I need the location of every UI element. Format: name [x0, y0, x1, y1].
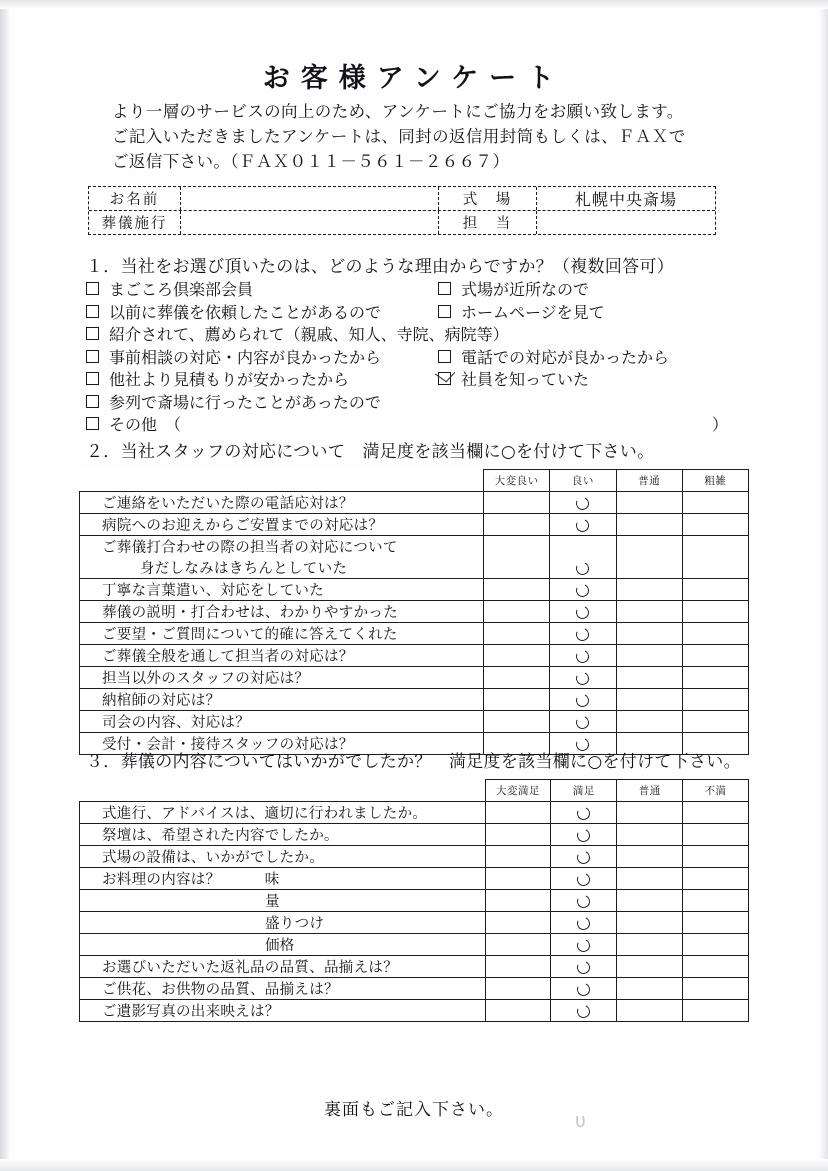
circle-mark-icon [575, 692, 592, 709]
q1-option-right-3[interactable] [438, 345, 669, 368]
q3-cell-dissatisfied[interactable] [683, 824, 749, 846]
q3-cell-dissatisfied[interactable] [683, 978, 749, 1000]
q1-option-row-6 [86, 390, 736, 413]
q2-cell-normal[interactable] [616, 557, 682, 579]
table-row [80, 667, 749, 689]
table-row [80, 579, 749, 601]
q1-option-label: まごころ倶楽部会員 [109, 280, 254, 299]
q2-cell-normal[interactable] [616, 579, 682, 601]
table-row [80, 846, 749, 868]
q1-option-row-5 [86, 367, 736, 390]
q3-cell-normal[interactable] [617, 890, 683, 912]
q1-option-row-3 [86, 322, 736, 345]
circle-mark-icon [575, 648, 592, 665]
q3-heading: ３．葬儀の内容についてはいかがでしたか？ 満足度を該当欄に○を付けて下さい。 [86, 752, 741, 772]
circle-mark-icon [575, 517, 592, 534]
circle-mark-icon [575, 495, 592, 512]
q2-cell-normal[interactable] [616, 667, 682, 689]
intro-text [112, 99, 752, 174]
intro-line-3: ご返信下さい。（ＦＡＸ０１１－５６１－２６６７） [112, 152, 510, 171]
circle-mark-icon [576, 1003, 593, 1020]
q1-option-right-4[interactable] [438, 367, 589, 390]
q2-cell-normal[interactable] [616, 689, 682, 711]
q1-heading: １．当社をお選び頂いたのは、どのような理由からですか？（複数回答可） [86, 257, 675, 277]
q2-cell-very-good[interactable] [484, 579, 550, 601]
q2-col-header-2: 良い [550, 470, 616, 492]
q3-cell-satisfied[interactable] [551, 1000, 617, 1022]
q2-cell-very-good[interactable] [484, 536, 550, 558]
q3-cell-satisfied[interactable] [551, 978, 617, 1000]
q1-other-close-paren: ） [712, 415, 729, 434]
q2-cell-normal[interactable] [616, 711, 682, 733]
q1-option-right-1[interactable] [438, 277, 589, 300]
intro-line-2: ご記入いただきましたアンケートは、同封の返信用封筒もしくは、ＦＡＸで [112, 127, 686, 146]
q3-cell-satisfied[interactable] [551, 802, 617, 824]
table-row [80, 514, 749, 536]
checkbox-icon[interactable] [438, 305, 451, 318]
q2-cell-poor[interactable] [682, 667, 748, 689]
q3-cell-satisfied[interactable] [551, 890, 617, 912]
q2-row-label: ご要望・ご質問について的確に答えてくれた [80, 623, 484, 645]
checkbox-icon[interactable] [86, 395, 99, 408]
q2-cell-good[interactable] [550, 514, 616, 536]
q3-cell-dissatisfied[interactable] [683, 934, 749, 956]
q2-cell-poor[interactable] [682, 514, 748, 536]
q1-option-label: ホームページを見て [461, 302, 605, 322]
q3-cell-satisfied[interactable] [551, 868, 617, 890]
circle-mark-icon [576, 871, 593, 888]
q3-cell-satisfied[interactable] [551, 934, 617, 956]
q2-cell-normal[interactable] [616, 601, 682, 623]
q2-row-label: ご連絡をいただいた際の電話応対は？ [80, 492, 484, 514]
q2-cell-good[interactable] [550, 645, 616, 667]
q2-cell-good[interactable] [550, 623, 616, 645]
q3-cell-normal[interactable] [617, 1000, 683, 1022]
q3-cell-very-satisfied[interactable] [485, 890, 551, 912]
scan-smudge: ʋ [575, 1110, 586, 1132]
q3-cell-dissatisfied[interactable] [683, 912, 749, 934]
table-header-row [80, 780, 749, 802]
q1-option-other[interactable] [86, 412, 736, 436]
q1-option-row-2 [86, 300, 736, 323]
info-row-name [89, 187, 715, 211]
footer-note: 裏面もご記入下さい。 [324, 1100, 504, 1120]
q1-options [86, 277, 736, 436]
circle-mark-icon [576, 893, 593, 910]
q2-rating-table [79, 469, 749, 755]
q3-row-label: ご遺影写真の出来映えは？ [80, 1000, 486, 1022]
table-row [80, 689, 749, 711]
q3-cell-dissatisfied[interactable] [683, 890, 749, 912]
q3-cell-normal[interactable] [617, 846, 683, 868]
intro-line-1: より一層のサービスの向上のため、アンケートにご協力をお願い致します。 [112, 102, 684, 121]
checkbox-checked-icon[interactable] [438, 372, 451, 385]
q2-cell-very-good[interactable] [484, 492, 550, 514]
q3-row-label: 祭壇は、希望された内容でしたか。 [80, 824, 486, 846]
q3-cell-normal[interactable] [617, 956, 683, 978]
checkbox-icon[interactable] [86, 372, 99, 385]
q3-col-header-4: 不満 [683, 780, 749, 802]
q2-col-header-4: 粗雑 [682, 470, 748, 492]
q2-cell-very-good[interactable] [484, 623, 550, 645]
q3-col-header-3: 普通 [617, 780, 683, 802]
staff-value[interactable] [537, 211, 715, 235]
q3-row-label: 価格 [80, 934, 486, 956]
checkbox-icon[interactable] [438, 282, 451, 295]
staff-label: 担 当 [439, 211, 537, 235]
q1-option-label: 紹介されて、薦められて（親戚、知人、寺院、病院等） [109, 325, 509, 344]
page-edge-right [819, 0, 828, 1171]
table-row [80, 890, 749, 912]
q1-option-label: 社員を知っていた [461, 370, 590, 389]
checkbox-icon[interactable] [86, 417, 99, 430]
q2-cell-good[interactable] [550, 536, 616, 558]
q1-option-left-5[interactable] [86, 367, 438, 390]
q1-other-label: その他 （ [109, 415, 182, 434]
q2-row-label: 受付・会計・接待スタッフの対応は？ [80, 733, 484, 755]
q3-cell-very-satisfied[interactable] [485, 846, 551, 868]
q1-option-row-4 [86, 345, 736, 368]
q3-cell-very-satisfied[interactable] [485, 978, 551, 1000]
q3-row-label: お選びいただいた返礼品の品質、品揃えは？ [80, 956, 486, 978]
table-row [80, 978, 749, 1000]
q3-row-label: 式進行、アドバイスは、適切に行われましたか。 [80, 802, 486, 824]
q2-row-label: 身だしなみはきちんとしていた [80, 557, 484, 579]
checkbox-icon[interactable] [86, 305, 99, 318]
q2-cell-very-good[interactable] [484, 514, 550, 536]
q2-cell-good[interactable] [550, 667, 616, 689]
q3-cell-satisfied[interactable] [551, 912, 617, 934]
q3-cell-very-satisfied[interactable] [485, 802, 551, 824]
table-row [80, 934, 749, 956]
q3-cell-very-satisfied[interactable] [485, 956, 551, 978]
q2-col-header-1: 大変良い [484, 470, 550, 492]
q2-cell-normal[interactable] [616, 623, 682, 645]
q3-col-header-0 [80, 780, 486, 802]
service-label: 葬儀施行 [89, 211, 181, 235]
checkbox-icon[interactable] [86, 327, 99, 340]
q2-cell-good[interactable] [550, 557, 616, 579]
table-row [80, 868, 749, 890]
q1-option-left-6[interactable] [86, 390, 438, 413]
page-title: お客様アンケート [262, 63, 566, 94]
q3-cell-normal[interactable] [617, 934, 683, 956]
table-row [80, 956, 749, 978]
q3-cell-very-satisfied[interactable] [485, 824, 551, 846]
q2-heading: ２．当社スタッフの対応について 満足度を該当欄に○を付けて下さい。 [86, 442, 655, 462]
q2-col-header-3: 普通 [616, 470, 682, 492]
q2-cell-very-good[interactable] [484, 667, 550, 689]
q1-option-left-4[interactable] [86, 345, 438, 368]
q3-col-header-1: 大変満足 [485, 780, 551, 802]
q2-row-label: 担当以外のスタッフの対応は？ [80, 667, 484, 689]
q1-option-label: 事前相談の対応・内容が良かったから [109, 347, 382, 367]
q2-cell-normal[interactable] [616, 645, 682, 667]
table-row [80, 802, 749, 824]
q2-cell-poor[interactable] [682, 645, 748, 667]
table-row [80, 824, 749, 846]
q2-cell-good[interactable] [550, 689, 616, 711]
q2-row-label: 病院へのお迎えからご安置までの対応は？ [80, 514, 484, 536]
circle-mark-icon [575, 670, 592, 687]
q2-cell-good[interactable] [550, 579, 616, 601]
q2-cell-poor[interactable] [682, 536, 748, 558]
table-header-row [80, 470, 749, 492]
q2-cell-poor[interactable] [682, 492, 748, 514]
q2-row-label: 葬儀の説明・打合わせは、わかりやすかった [80, 601, 484, 623]
q2-row-label: ご葬儀全般を通して担当者の対応は？ [80, 645, 484, 667]
q3-cell-very-satisfied[interactable] [485, 912, 551, 934]
q3-row-label: 量 [80, 890, 486, 912]
q3-cell-dissatisfied[interactable] [683, 868, 749, 890]
q1-option-row-1 [86, 277, 736, 300]
q3-cell-dissatisfied[interactable] [683, 956, 749, 978]
q3-cell-very-satisfied[interactable] [485, 934, 551, 956]
q2-col-header-0 [80, 470, 484, 492]
circle-mark-icon [575, 714, 592, 731]
q3-rating-table [79, 779, 749, 1022]
q2-cell-poor[interactable] [682, 557, 748, 579]
q2-cell-poor[interactable] [682, 623, 748, 645]
q2-cell-normal[interactable] [616, 492, 682, 514]
checkbox-icon[interactable] [438, 350, 451, 363]
q3-cell-normal[interactable] [617, 912, 683, 934]
circle-mark-icon [576, 827, 593, 844]
q2-cell-very-good[interactable] [484, 601, 550, 623]
q3-cell-dissatisfied[interactable] [683, 846, 749, 868]
q2-row-label: ご葬儀打合わせの際の担当者の対応について [80, 536, 484, 558]
q3-cell-satisfied[interactable] [551, 824, 617, 846]
q1-option-left-3[interactable] [86, 322, 509, 345]
checkbox-icon[interactable] [86, 350, 99, 363]
circle-mark-icon [576, 981, 593, 998]
q2-cell-good[interactable] [550, 601, 616, 623]
q3-row-label: ご供花、お供物の品質、品揃えは？ [80, 978, 486, 1000]
circle-mark-icon [576, 915, 593, 932]
q1-option-label: 以前に葬儀を依頼したことがあるので [109, 302, 382, 322]
q3-cell-normal[interactable] [617, 868, 683, 890]
q1-option-right-2[interactable] [438, 300, 605, 323]
circle-mark-icon [576, 805, 593, 822]
q2-row-label: 納棺師の対応は？ [80, 689, 484, 711]
q3-cell-normal[interactable] [617, 802, 683, 824]
q3-cell-dissatisfied[interactable] [683, 1000, 749, 1022]
q2-cell-very-good[interactable] [484, 689, 550, 711]
q2-cell-very-good[interactable] [484, 711, 550, 733]
table-row [80, 623, 749, 645]
q2-cell-poor[interactable] [682, 711, 748, 733]
page-edge-top [0, 0, 828, 9]
q2-cell-normal[interactable] [616, 536, 682, 558]
q1-option-label: 電話での対応が良かったから [461, 347, 670, 367]
customer-info-table [88, 186, 716, 235]
table-row [80, 1000, 749, 1022]
q1-option-label: 式場が近所なので [461, 280, 590, 299]
q3-cell-dissatisfied[interactable] [683, 802, 749, 824]
circle-mark-icon [576, 959, 593, 976]
table-row [80, 557, 749, 579]
q2-row-label: 丁寧な言葉遣い、対応をしていた [80, 579, 484, 601]
q3-row-label: お料理の内容は？ 味 [80, 868, 486, 890]
table-row [80, 912, 749, 934]
table-row [80, 645, 749, 667]
page-edge-bottom [0, 1159, 828, 1171]
circle-mark-icon [575, 626, 592, 643]
q2-cell-poor[interactable] [682, 579, 748, 601]
venue-label: 式 場 [439, 187, 537, 210]
table-row [80, 711, 749, 733]
venue-value[interactable]: 札幌中央斎場 [574, 189, 677, 209]
q3-cell-satisfied[interactable] [551, 956, 617, 978]
q1-option-label: 参列で斎場に行ったことがあったので [109, 392, 381, 412]
q1-option-left-1[interactable] [86, 277, 438, 300]
q3-cell-normal[interactable] [617, 978, 683, 1000]
q2-cell-very-good[interactable] [484, 557, 550, 579]
q3-cell-normal[interactable] [617, 824, 683, 846]
q2-cell-poor[interactable] [682, 601, 748, 623]
circle-mark-icon [575, 560, 592, 577]
table-row [80, 601, 749, 623]
circle-mark-icon [575, 582, 592, 599]
name-value[interactable] [181, 187, 439, 210]
q2-cell-poor[interactable] [682, 689, 748, 711]
checkbox-icon[interactable] [86, 282, 99, 295]
q3-row-label: 式場の設備は、いかがでしたか。 [80, 846, 486, 868]
q2-cell-very-good[interactable] [484, 645, 550, 667]
q1-option-left-2[interactable] [86, 300, 438, 323]
circle-mark-icon [576, 849, 593, 866]
table-row [80, 536, 749, 558]
q3-col-header-2: 満足 [551, 780, 617, 802]
q3-cell-very-satisfied[interactable] [485, 868, 551, 890]
service-value[interactable] [181, 211, 439, 235]
circle-mark-icon [576, 937, 593, 954]
q3-cell-satisfied[interactable] [551, 846, 617, 868]
q3-row-label: 盛りつけ [80, 912, 486, 934]
name-label: お名前 [89, 187, 181, 210]
q3-cell-very-satisfied[interactable] [485, 1000, 551, 1022]
circle-mark-icon [575, 604, 592, 621]
table-row [80, 492, 749, 514]
q2-row-label: 司会の内容、対応は？ [80, 711, 484, 733]
q2-cell-good[interactable] [550, 492, 616, 514]
q2-cell-normal[interactable] [616, 514, 682, 536]
page-edge-left [0, 0, 11, 1171]
q2-cell-good[interactable] [550, 711, 616, 733]
info-row-service [89, 211, 715, 235]
q1-option-label: 他社より見積もりが安かったから [109, 370, 350, 389]
